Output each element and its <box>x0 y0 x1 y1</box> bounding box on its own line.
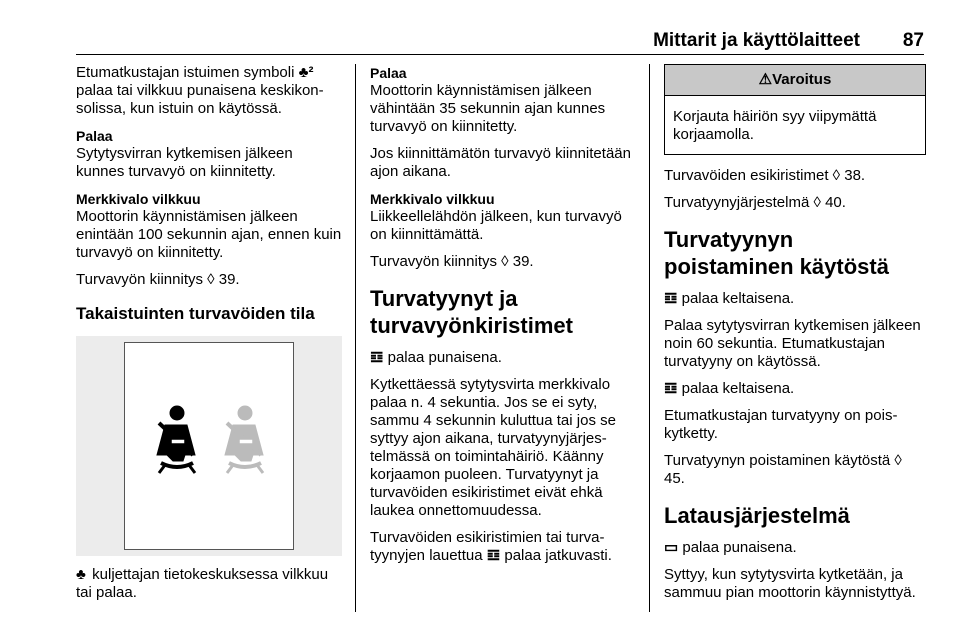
paragraph: Etumatkustajan turvatyyny on poiskytketty. <box>664 407 898 442</box>
page-number: 87 <box>902 30 924 51</box>
subheading: Palaa <box>76 128 113 144</box>
paragraph <box>76 566 342 602</box>
seat-occupancy-icon: ♣² <box>298 64 314 81</box>
section-heading: Turvatyynyt ja turvavyönkiristimet <box>370 286 573 338</box>
warning-title: Varoitus <box>772 71 832 88</box>
warning-header <box>665 65 925 96</box>
display-panel <box>124 342 294 550</box>
text: palaa tai vilkkuu punaisena keskikonsolissa, kun istuin on käytössä. <box>76 82 324 117</box>
section-heading: Takaistuinten turvavöiden tila <box>76 304 315 323</box>
cross-reference: Turvatyynyn poistaminen käytöstä ◊ 45. <box>664 452 902 487</box>
subheading: Merkkivalo vilkkuu <box>370 191 495 207</box>
paragraph <box>370 529 636 565</box>
warning-text: Korjauta häiriön syy viipymättä korjaamolla. <box>673 108 877 143</box>
text: palaa keltaisena. <box>677 290 795 307</box>
seatbelt-icon-active <box>157 406 195 473</box>
paragraph: Moottorin käynnistämisen jälkeen enintään 100 sekunnin ajan, ennen kuin turvavyö on kiinnitetty. <box>76 208 342 261</box>
paragraph <box>664 380 926 398</box>
paragraph <box>370 349 636 367</box>
column-divider <box>649 64 650 612</box>
text: palaa jatkuvasti. <box>500 547 612 564</box>
column-2 <box>370 64 636 574</box>
paragraph: Moottorin käynnistämisen jälkeen vähintään 35 sekunnin ajan kunnes turvavyö on kiinnitetty. <box>370 82 606 135</box>
seatbelt-icons <box>125 343 293 549</box>
warning-box <box>664 64 926 155</box>
cross-reference: Turvavyön kiinnitys ◊ 39. <box>370 253 534 270</box>
airbag-on-icon: 𝌒 <box>664 290 678 307</box>
paragraph <box>664 539 926 557</box>
paragraph <box>76 64 342 118</box>
text: Etumatkustajan istuimen symboli <box>76 64 299 81</box>
cross-reference: Turvavyön kiinnitys ◊ 39. <box>76 271 240 288</box>
subheading: Merkkivalo vilkkuu <box>76 191 201 207</box>
paragraph: Palaa sytytysvirran kytkemisen jälkeen noin 60 sekuntia. Etumatkustajan turvatyyny on käytössä. <box>664 317 921 370</box>
text: palaa punaisena. <box>678 539 797 556</box>
paragraph: Syttyy, kun sytytysvirta kytketään, ja sammuu pian moottorin käynnistyttyä. <box>664 566 916 601</box>
cross-reference: Turvatyynyjärjestelmä ◊ 40. <box>664 194 846 211</box>
paragraph <box>664 290 926 308</box>
seatbelt-icon: ♣ <box>76 566 86 583</box>
rear-seatbelt-figure <box>76 336 342 556</box>
battery-icon: ▭ <box>664 539 679 556</box>
text: palaa punaisena. <box>383 349 502 366</box>
airbag-icon: 𝌒 <box>370 349 384 366</box>
airbag-icon: 𝌒 <box>486 547 501 564</box>
text: Turvavöiden esikiristimien tai turvatyynyjen lauettua <box>370 529 605 564</box>
page-header-title: Mittarit ja käyttölaitteet <box>653 30 860 51</box>
subheading: Palaa <box>370 65 407 81</box>
warning-icon: ⚠ <box>758 71 773 88</box>
column-1 <box>76 64 342 611</box>
airbag-off-icon: 𝌒 <box>664 380 678 397</box>
header-divider <box>76 54 924 55</box>
paragraph: Jos kiinnittämätön turvavyö kiinnitetään ajon aikana. <box>370 145 631 180</box>
section-heading: Latausjärjestelmä <box>664 503 850 528</box>
cross-reference: Turvavöiden esikiristimet ◊ 38. <box>664 167 866 184</box>
seatbelt-icon-inactive <box>225 406 263 473</box>
section-heading: Turvatyynyn poistaminen käytöstä <box>664 227 889 279</box>
column-3 <box>664 64 926 611</box>
text: kuljettajan tietokeskuksessa vilkkuu tai palaa. <box>76 566 329 601</box>
paragraph: Liikkeellelähdön jälkeen, kun turvavyö on kiinnittämättä. <box>370 208 622 243</box>
paragraph: Kytkettäessä sytytysvirta merkkivalo palaa n. 4 sekuntia. Jos se ei syty, sammu 4 sekunnin kuluttua tai jos se syttyy ajon aikana, turvatyynyjärjestelmässä on toimintahäiriö. Käänny korjaamon puoleen. Turvatyynyt ja turvavöiden esikiristimet eivät ehkä laukea onnettomuudessa. <box>370 376 616 519</box>
text: palaa keltaisena. <box>677 380 795 397</box>
paragraph: Sytytysvirran kytkemisen jälkeen kunnes turvavyö on kiinnitetty. <box>76 145 293 180</box>
column-divider <box>355 64 356 612</box>
